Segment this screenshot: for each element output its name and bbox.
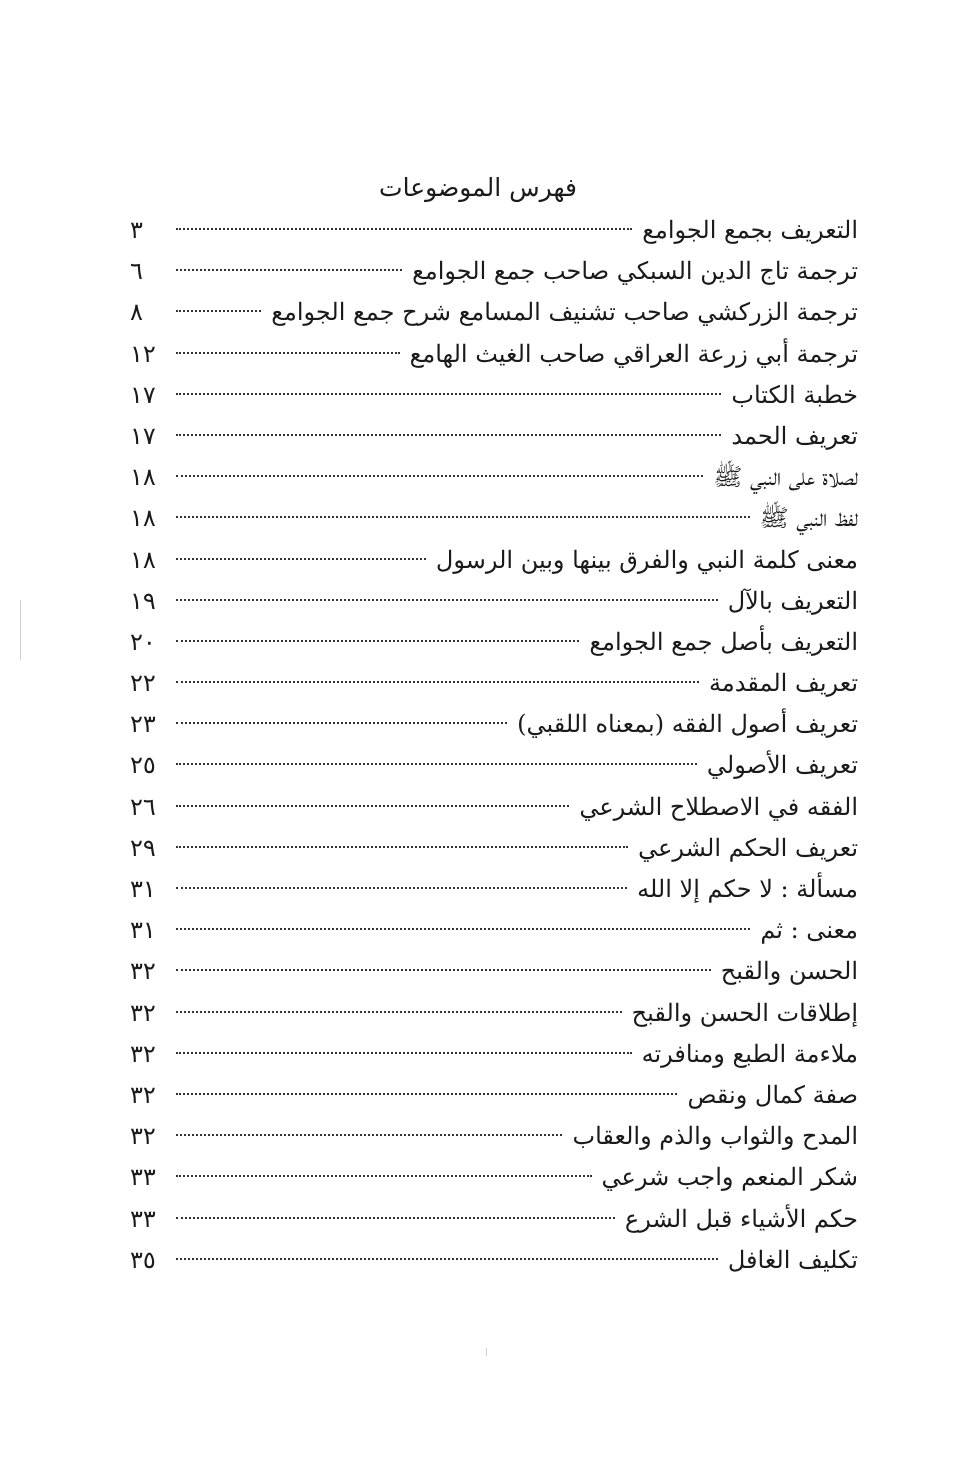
toc-entry	[130, 1157, 858, 1198]
toc-entry-page-number: ٣٢	[130, 1039, 156, 1068]
dot-leader	[176, 722, 507, 724]
toc-entry-page-number: ٣	[130, 216, 143, 244]
toc-entry-page-number: ٣٣	[130, 1163, 156, 1192]
dot-leader	[176, 1134, 562, 1136]
dot-leader	[176, 1258, 718, 1260]
dot-leader	[176, 599, 718, 601]
dot-leader	[176, 928, 750, 930]
toc-entry-page-number: ٣١	[130, 875, 156, 903]
dot-leader	[176, 558, 426, 560]
toc-entry-page-number: ٢٥	[130, 751, 156, 780]
dot-leader	[176, 352, 400, 354]
toc-entry-title: ترجمة الزركشي صاحب تشنيف المسامع شرح جمع الجوامع	[271, 298, 858, 327]
toc-entry-page-number: ٣٢	[130, 957, 156, 986]
toc-entry	[130, 375, 858, 416]
toc-entry	[130, 292, 858, 333]
toc-entry-title: تعريف الأصولي	[706, 751, 858, 780]
toc-entry	[130, 334, 858, 375]
toc-entry	[130, 622, 858, 663]
toc-entry-page-number: ٣٢	[130, 1080, 156, 1109]
dot-leader	[176, 269, 402, 271]
dot-leader	[176, 763, 697, 765]
toc-entry-title: إطلاقات الحسن والقبح	[631, 998, 858, 1027]
toc-entry	[130, 498, 858, 539]
toc-entry-page-number: ١٨	[130, 504, 156, 533]
toc-entry	[130, 1075, 858, 1116]
toc-entry	[130, 1199, 858, 1240]
toc-entry-page-number: ٣٥	[130, 1245, 156, 1274]
toc-entry	[130, 745, 858, 786]
toc-entry	[130, 581, 858, 622]
toc-entry-page-number: ٦	[130, 257, 143, 286]
toc-entry-page-number: ٣١	[130, 916, 156, 945]
dot-leader	[176, 887, 627, 889]
toc-entry-title: التعريف بالآل	[727, 586, 858, 615]
toc-entry-title: التعريف بجمع الجوامع	[642, 216, 858, 244]
toc-entry-title: ملاءمة الطبع ومنافرته	[641, 1039, 858, 1068]
toc-entry	[130, 869, 858, 910]
table-of-contents	[130, 210, 858, 1281]
dot-leader	[176, 393, 721, 395]
toc-entry	[130, 1116, 858, 1157]
dot-leader	[176, 1052, 632, 1054]
toc-entry-page-number: ٢٣	[130, 710, 156, 739]
toc-entry-title: ترجمة أبي زرعة العراقي صاحب الغيث الهامع	[409, 339, 858, 368]
dot-leader	[176, 475, 703, 477]
toc-entry-page-number: ١٢	[130, 339, 156, 368]
toc-entry-title: خطبة الكتاب	[731, 380, 858, 409]
toc-entry-title: لفظ النبي ﷺ	[759, 504, 858, 533]
dot-leader	[176, 1175, 592, 1177]
toc-entry-page-number: ١٧	[130, 421, 156, 450]
toc-entry-page-number: ٣٢	[130, 998, 156, 1027]
toc-entry-title: تكليف الغافل	[727, 1245, 858, 1274]
dot-leader	[176, 846, 628, 848]
toc-entry-page-number: ٢٦	[130, 792, 156, 821]
toc-entry-title: مسألة : لا حكم إلا الله	[637, 875, 858, 903]
toc-entry-title: صفة كمال ونقص	[687, 1080, 858, 1109]
dot-leader	[176, 1093, 677, 1095]
toc-entry-page-number: ٢٩	[130, 833, 156, 862]
toc-entry-title: لصلاة على النبي ﷺ	[713, 463, 858, 492]
scan-bottom-mark	[486, 1348, 487, 1356]
toc-entry	[130, 787, 858, 828]
toc-entry-title: المدح والثواب والذم والعقاب	[572, 1122, 858, 1151]
toc-entry	[130, 251, 858, 292]
toc-entry-title: حكم الأشياء قبل الشرع	[624, 1204, 858, 1233]
toc-entry-page-number: ١٧	[130, 380, 156, 409]
dot-leader	[176, 805, 569, 807]
toc-entry	[130, 1240, 858, 1281]
toc-entry-page-number: ٢٢	[130, 669, 156, 698]
toc-entry-title: تعريف أصول الفقه (بمعناه اللقبي)	[517, 710, 858, 739]
toc-entry-title: الفقه في الاصطلاح الشرعي	[579, 792, 858, 821]
dot-leader	[176, 228, 632, 230]
toc-entry-page-number: ٨	[130, 298, 143, 327]
toc-entry	[130, 910, 858, 951]
toc-entry-title: تعريف الحكم الشرعي	[638, 833, 858, 862]
toc-entry-page-number: ١٩	[130, 586, 156, 615]
scan-margin-mark	[20, 600, 21, 660]
toc-entry-page-number: ١٨	[130, 545, 156, 574]
toc-entry-title: ترجمة تاج الدين السبكي صاحب جمع الجوامع	[412, 257, 858, 286]
dot-leader	[176, 640, 579, 642]
toc-entry-title: شكر المنعم واجب شرعي	[601, 1163, 858, 1192]
page-title: فهرس الموضوعات	[379, 173, 577, 202]
toc-entry	[130, 210, 858, 251]
toc-entry	[130, 416, 858, 457]
toc-entry	[130, 457, 858, 498]
toc-entry-title: التعريف بأصل جمع الجوامع	[589, 627, 858, 656]
dot-leader	[176, 1217, 615, 1219]
toc-entry	[130, 951, 858, 992]
toc-entry-page-number: ١٨	[130, 463, 156, 492]
toc-entry	[130, 540, 858, 581]
toc-entry-page-number: ٣٢	[130, 1122, 156, 1151]
toc-entry	[130, 704, 858, 745]
toc-entry-page-number: ٢٠	[130, 627, 156, 656]
toc-entry	[130, 828, 858, 869]
dot-leader	[176, 1011, 622, 1013]
dot-leader	[176, 434, 721, 436]
toc-entry-title: الحسن والقبح	[720, 957, 858, 986]
toc-entry-title: معنى كلمة النبي والفرق بينها وبين الرسول	[435, 545, 858, 574]
toc-entry	[130, 663, 858, 704]
dot-leader	[176, 516, 750, 518]
toc-entry	[130, 993, 858, 1034]
toc-entry-page-number: ٣٣	[130, 1204, 156, 1233]
dot-leader	[176, 310, 261, 312]
dot-leader	[176, 681, 699, 683]
toc-entry	[130, 1034, 858, 1075]
dot-leader	[176, 969, 711, 971]
toc-entry-title: تعريف الحمد	[731, 421, 858, 450]
toc-entry-title: معنى : ثم	[760, 916, 858, 945]
toc-entry-title: تعريف المقدمة	[709, 669, 858, 698]
